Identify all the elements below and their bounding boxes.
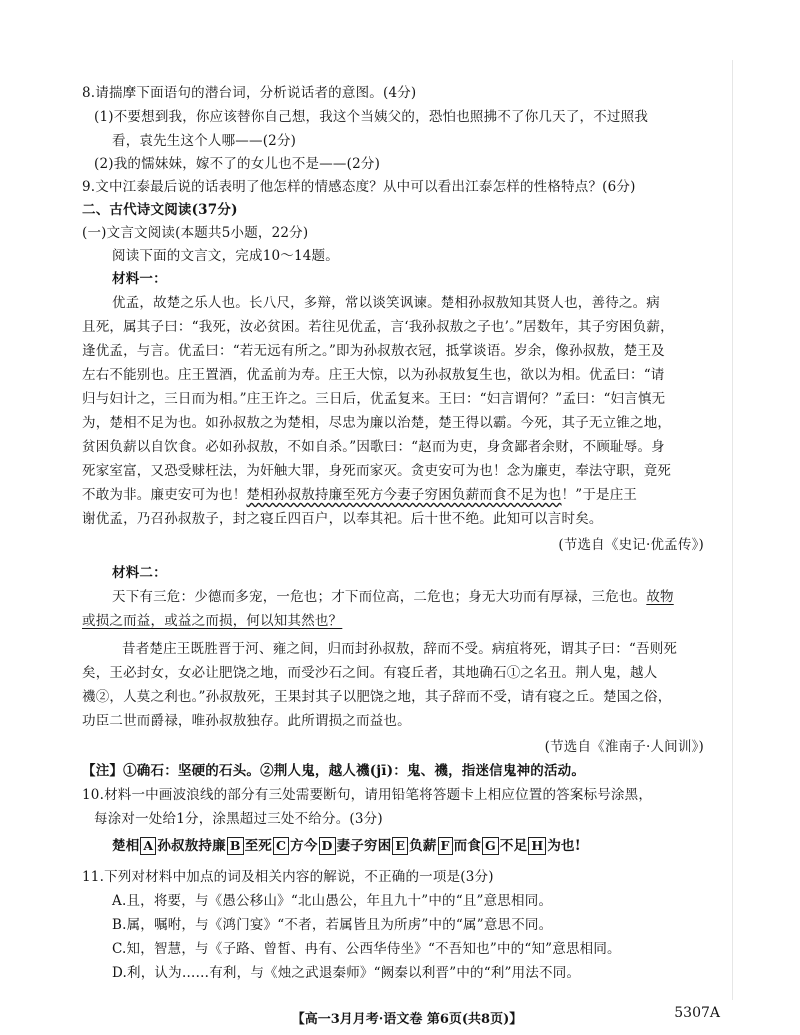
wavy-underlined-passage: 楚相孙叔敖持廉至死方今妻子穷困负薪而食不足为也 — [246, 487, 562, 503]
material2-line: 昔者楚庄王既胜晋于河、雍之间，归而封孙叔敖，辞而不受。病疽将死，谓其子曰：“吾则死 — [122, 641, 678, 657]
answer-mark-box[interactable]: G — [482, 837, 499, 855]
material1-line: 且死，属其子曰：“我死，汝必贫困。若往见优孟，言‘我孙叔敖之子也’。”居数年，其子穷困负薪， — [82, 319, 674, 335]
material1-label: 材料一： — [112, 271, 167, 287]
annotation-note: 【注】①确石：坚硬的石头。②荆人鬼，越人禨(jī)：鬼、禨，指迷信鬼神的活动。 — [82, 763, 586, 779]
section2-subtitle: (一)文言文阅读(本题共5小题，22分) — [82, 225, 309, 241]
q10-title-line2: 每涂对一处给1分，涂黑超过三处不给分。(3分) — [94, 811, 383, 827]
q10-segment: 楚相 — [112, 838, 140, 854]
material2-line — [112, 586, 674, 608]
q11-option-a: A.且，将要，与《愚公移山》“北山愚公，年且九十”中的“且”意思相同。 — [112, 893, 553, 909]
answer-mark-box[interactable]: B — [227, 837, 244, 855]
material2-source: (节选自《淮南子·人间训》) — [544, 739, 704, 755]
answer-mark-box[interactable]: E — [392, 837, 408, 855]
material1-text: ！”于是庄王 — [561, 487, 638, 503]
section2-title: 二、古代诗文阅读(37分) — [82, 202, 238, 218]
q11-option-d: D.利，认为……有利，与《烛之武退秦师》“阙秦以利晋”中的“利”用法不同。 — [112, 965, 581, 981]
q11-option-c: C.知，智慧，与《子路、曾皙、冉有、公西华侍坐》“不吾知也”中的“知”意思相同。 — [112, 941, 621, 957]
material1-line — [82, 484, 637, 506]
material2-underlined-line: 或损之而益，或益之而损，何以知其然也？ — [82, 613, 343, 629]
material1-line: 左右不能别也。庄王置酒，优孟前为寿。庄王大惊，以为孙叔敖复生也，欲以为相。优孟曰：“请 — [82, 367, 665, 383]
answer-mark-box[interactable]: F — [438, 837, 453, 855]
material1-line: 归与妇计之，三日而为相。”庄王许之。三日后，优孟复来。王曰：“妇言谓何？”孟曰：“妇言慎无 — [82, 391, 666, 407]
q11-title: 11.下列对材料中加点的词及相关内容的解说，不正确的一项是(3分) — [82, 869, 494, 885]
material1-line: 优孟，故楚之乐人也。长八尺，多辩，常以谈笑讽谏。楚相孙叔敖知其贤人也，善待之。病 — [112, 295, 660, 311]
q11-option-b: B.属，嘱咐，与《鸿门宴》“不者，若属皆且为所虏”中的“属”意思不同。 — [112, 917, 553, 933]
material1-source: (节选自《史记·优孟传》) — [558, 537, 704, 553]
material2-label: 材料二： — [112, 565, 167, 581]
q10-segment: 而食 — [453, 838, 482, 854]
q10-segment: 负薪 — [409, 838, 437, 854]
answer-mark-box[interactable]: H — [528, 837, 546, 855]
material2-line: 禨②，人莫之利也。”孙叔敖死，王果封其子以肥饶之地，其子辞而不受，请有寝之丘。楚国之俗， — [82, 689, 672, 705]
material1-line: 贫困负薪以自饮食。必如孙叔敖，不如自杀。”因歌曰：“赵而为吏，身贪鄙者余财，不顾耻辱。身 — [82, 439, 665, 455]
q10-segment: 为也! — [547, 838, 581, 854]
q10-segment: 妻子穷困 — [336, 838, 392, 854]
material2-line: 矣，王必封女，女必让肥饶之地，而受沙石之间。有寝丘者，其地确石①之名丑。荆人鬼，越人 — [82, 665, 658, 681]
paper-code: 5307A — [674, 1005, 720, 1021]
page-footer: 【高一3月月考·语文卷 第6页(共8页)】 — [291, 1012, 523, 1027]
q8-item2: (2)我的懦妹妹，嫁不了的女儿也不是——(2分) — [94, 156, 381, 172]
answer-mark-box[interactable]: D — [319, 837, 336, 855]
q10-sentence — [112, 835, 581, 857]
material1-line: 为，楚相不足为也。如孙叔敖之为楚相，尽忠为廉以治楚，楚王得以霸。今死，其子无立锥之地， — [82, 415, 672, 431]
material1-text: 不敢为非。廉吏安可为也！ — [82, 487, 247, 503]
material2-text: 天下有三危：少德而多宠，一危也；才下而位高，二危也；身无大功而有厚禄，三危也。 — [112, 589, 647, 605]
q8-item1-line2: 看，袁先生这个人哪——(2分) — [112, 133, 297, 149]
paper-sheet — [82, 60, 733, 1027]
material2-line: 功臣二世而爵禄，唯孙叔敖独存。此所谓损之而益也。 — [82, 713, 411, 729]
q8-item1-line1: (1)不要想到我，你应该替你自己想，我这个当姨父的，恐怕也照拂不了你几天了，不过照我 — [94, 109, 649, 125]
q9-title: 9.文中江泰最后说的话表明了他怎样的情感态度？从中可以看出江泰怎样的性格特点？(6分) — [82, 179, 636, 195]
section2-intro: 阅读下面的文言文，完成10～14题。 — [112, 248, 339, 264]
q10-segment: 方今 — [290, 838, 318, 854]
material1-line: 逢优孟，与言。优孟曰：“若无远有所之。”即为孙叔敖衣冠，抵掌谈语。岁余，像孙叔敖，楚王及 — [82, 343, 665, 359]
q10-segment: 孙叔敖持廉 — [157, 838, 226, 854]
q10-title-line1: 10.材料一中画波浪线的部分有三处需要断句，请用铅笔将答题卡上相应位置的答案标号涂黑， — [82, 787, 653, 803]
answer-mark-box[interactable]: C — [273, 837, 289, 855]
q10-segment: 至死 — [244, 838, 272, 854]
q10-segment: 不足 — [499, 838, 528, 854]
q8-title: 8.请揣摩下面语句的潜台词，分析说话者的意图。(4分) — [82, 85, 417, 101]
answer-mark-box[interactable]: A — [140, 837, 156, 855]
underlined-text: 故物 — [646, 589, 674, 605]
material1-line: 谢优孟，乃召孙叔敖子，封之寝丘四百户，以奉其祀。后十世不绝。此知可以言时矣。 — [82, 511, 603, 527]
material1-line: 死家室富，又恐受赇枉法，为奸触大罪，身死而家灭。贪吏安可为也！念为廉吏，奉法守职，竟死 — [82, 463, 672, 479]
